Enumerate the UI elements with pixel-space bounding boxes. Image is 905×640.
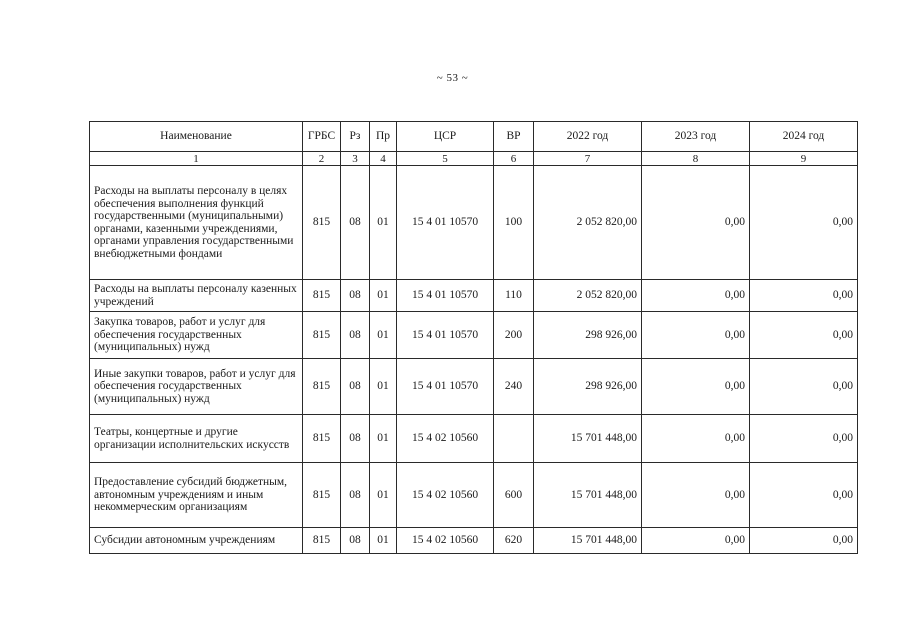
cell-2024: 0,00 [750, 415, 858, 463]
cell-csr: 15 4 02 10560 [397, 463, 494, 528]
cell-vr: 100 [494, 166, 534, 280]
cell-pr: 01 [370, 415, 397, 463]
cell-2023: 0,00 [642, 528, 750, 554]
cell-2023: 0,00 [642, 280, 750, 312]
column-number: 9 [750, 152, 858, 166]
cell-rz: 08 [341, 463, 370, 528]
cell-pr: 01 [370, 280, 397, 312]
cell-2022: 15 701 448,00 [534, 463, 642, 528]
column-number-row [90, 152, 858, 166]
header-pr: Пр [370, 122, 397, 152]
cell-2023: 0,00 [642, 463, 750, 528]
cell-vr: 620 [494, 528, 534, 554]
header-name: Наименование [90, 122, 303, 152]
page-number: ~ 53 ~ [436, 72, 469, 84]
cell-2022: 15 701 448,00 [534, 528, 642, 554]
cell-grbs: 815 [303, 415, 341, 463]
cell-csr: 15 4 01 10570 [397, 359, 494, 415]
cell-rz: 08 [341, 166, 370, 280]
cell-2023: 0,00 [642, 359, 750, 415]
cell-2022: 298 926,00 [534, 359, 642, 415]
cell-2023: 0,00 [642, 415, 750, 463]
cell-2024: 0,00 [750, 528, 858, 554]
header-vr: ВР [494, 122, 534, 152]
cell-vr [494, 415, 534, 463]
column-number: 6 [494, 152, 534, 166]
cell-2024: 0,00 [750, 166, 858, 280]
cell-vr: 200 [494, 312, 534, 359]
cell-rz: 08 [341, 359, 370, 415]
column-number: 5 [397, 152, 494, 166]
cell-pr: 01 [370, 359, 397, 415]
cell-grbs: 815 [303, 463, 341, 528]
cell-rz: 08 [341, 528, 370, 554]
header-2023: 2023 год [642, 122, 750, 152]
cell-name: Расходы на выплаты персоналу в целях обеспечения выполнения функций государственными (муниципальными) органами, казенными учреждениями, органами управления государственными внебюджетными фондами [90, 166, 303, 280]
cell-grbs: 815 [303, 166, 341, 280]
table-row [90, 166, 858, 280]
cell-2024: 0,00 [750, 280, 858, 312]
cell-grbs: 815 [303, 312, 341, 359]
column-number: 7 [534, 152, 642, 166]
cell-2024: 0,00 [750, 463, 858, 528]
cell-grbs: 815 [303, 528, 341, 554]
header-rz: Рз [341, 122, 370, 152]
cell-rz: 08 [341, 415, 370, 463]
cell-vr: 110 [494, 280, 534, 312]
cell-name: Театры, концертные и другие организации исполнительских искусств [90, 415, 303, 463]
table-row [90, 415, 858, 463]
cell-csr: 15 4 02 10560 [397, 528, 494, 554]
table-body [90, 166, 858, 554]
table-row [90, 359, 858, 415]
cell-name: Иные закупки товаров, работ и услуг для обеспечения государственных (муниципальных) нужд [90, 359, 303, 415]
cell-rz: 08 [341, 280, 370, 312]
table-row [90, 528, 858, 554]
cell-csr: 15 4 01 10570 [397, 166, 494, 280]
cell-vr: 600 [494, 463, 534, 528]
cell-2022: 2 052 820,00 [534, 166, 642, 280]
column-number: 1 [90, 152, 303, 166]
cell-csr: 15 4 01 10570 [397, 312, 494, 359]
cell-name: Предоставление субсидий бюджетным, автономным учреждениям и иным некоммерческим организациям [90, 463, 303, 528]
table-row [90, 312, 858, 359]
cell-rz: 08 [341, 312, 370, 359]
cell-pr: 01 [370, 463, 397, 528]
cell-name: Субсидии автономным учреждениям [90, 528, 303, 554]
cell-2024: 0,00 [750, 359, 858, 415]
cell-grbs: 815 [303, 280, 341, 312]
budget-table [89, 121, 858, 554]
cell-2023: 0,00 [642, 166, 750, 280]
cell-name: Закупка товаров, работ и услуг для обеспечения государственных (муниципальных) нужд [90, 312, 303, 359]
cell-2022: 2 052 820,00 [534, 280, 642, 312]
cell-pr: 01 [370, 312, 397, 359]
cell-2023: 0,00 [642, 312, 750, 359]
header-grbs: ГРБС [303, 122, 341, 152]
column-number: 2 [303, 152, 341, 166]
table-row [90, 463, 858, 528]
cell-name: Расходы на выплаты персоналу казенных учреждений [90, 280, 303, 312]
header-2022: 2022 год [534, 122, 642, 152]
header-csr: ЦСР [397, 122, 494, 152]
table-row [90, 280, 858, 312]
cell-vr: 240 [494, 359, 534, 415]
header-row [90, 122, 858, 152]
cell-2024: 0,00 [750, 312, 858, 359]
cell-pr: 01 [370, 528, 397, 554]
cell-csr: 15 4 02 10560 [397, 415, 494, 463]
column-number: 8 [642, 152, 750, 166]
cell-2022: 298 926,00 [534, 312, 642, 359]
header-2024: 2024 год [750, 122, 858, 152]
column-number: 4 [370, 152, 397, 166]
cell-2022: 15 701 448,00 [534, 415, 642, 463]
column-number: 3 [341, 152, 370, 166]
cell-pr: 01 [370, 166, 397, 280]
cell-grbs: 815 [303, 359, 341, 415]
cell-csr: 15 4 01 10570 [397, 280, 494, 312]
